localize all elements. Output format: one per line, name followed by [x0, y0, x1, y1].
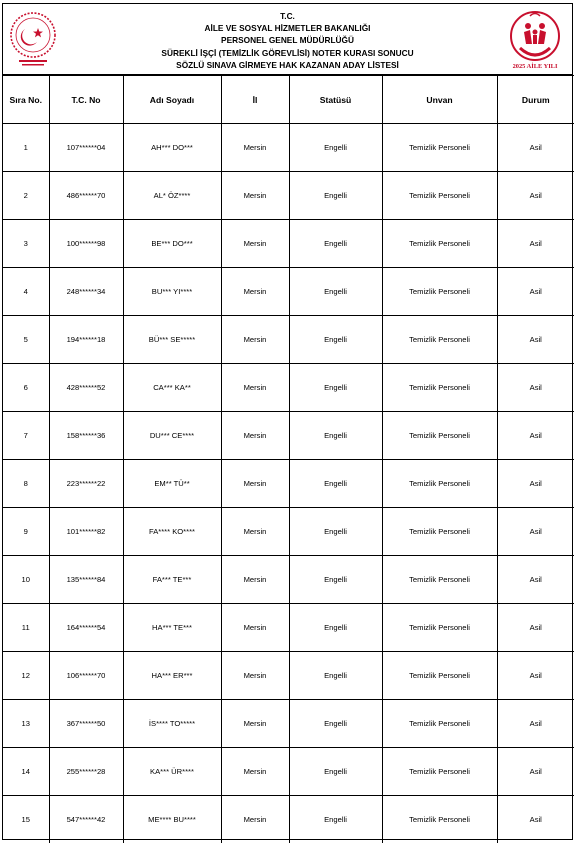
durum-cell: Asil — [497, 172, 574, 220]
name-cell: KA*** ÜR**** — [123, 748, 221, 796]
status-cell: Engelli — [289, 700, 382, 748]
table-row — [3, 652, 574, 700]
unvan-cell: Temizlik Personeli — [382, 604, 497, 652]
unvan-cell: Temizlik Personeli — [382, 700, 497, 748]
table-row — [3, 172, 574, 220]
table-row — [3, 268, 574, 316]
il-cell: Mersin — [221, 124, 289, 172]
sira-no-cell: 11 — [3, 604, 49, 652]
status-cell: Engelli — [289, 796, 382, 843]
tc-no-cell: 100******98 — [49, 220, 123, 268]
durum-cell: Asil — [497, 412, 574, 460]
name-cell: ME**** BU**** — [123, 796, 221, 843]
table-row — [3, 748, 574, 796]
tc-no-cell: 367******50 — [49, 700, 123, 748]
durum-cell: Asil — [497, 508, 574, 556]
document-title-block — [83, 10, 492, 71]
table-row — [3, 460, 574, 508]
il-cell: Mersin — [221, 172, 289, 220]
status-cell: Engelli — [289, 316, 382, 364]
name-cell: BÜ*** SE***** — [123, 316, 221, 364]
unvan-cell: Temizlik Personeli — [382, 172, 497, 220]
tc-no-cell: 486******70 — [49, 172, 123, 220]
il-cell: Mersin — [221, 268, 289, 316]
durum-cell: Asil — [497, 652, 574, 700]
column-header-statusu: Statüsü — [289, 76, 382, 124]
tc-no-cell: 106******70 — [49, 652, 123, 700]
durum-cell: Asil — [497, 316, 574, 364]
sira-no-cell: 3 — [3, 220, 49, 268]
unvan-cell: Temizlik Personeli — [382, 220, 497, 268]
il-cell: Mersin — [221, 220, 289, 268]
durum-cell: Asil — [497, 460, 574, 508]
il-cell: Mersin — [221, 748, 289, 796]
tc-no-cell: 547******42 — [49, 796, 123, 843]
sira-no-cell: 1 — [3, 124, 49, 172]
name-cell: FA*** TE*** — [123, 556, 221, 604]
name-cell: AL* ÖZ**** — [123, 172, 221, 220]
name-cell: AH*** DO*** — [123, 124, 221, 172]
table-row — [3, 604, 574, 652]
il-cell: Mersin — [221, 508, 289, 556]
status-cell: Engelli — [289, 460, 382, 508]
status-cell: Engelli — [289, 124, 382, 172]
column-header-adi-soyadi: Adı Soyadı — [123, 76, 221, 124]
status-cell: Engelli — [289, 268, 382, 316]
status-cell: Engelli — [289, 364, 382, 412]
title-line-2: AİLE VE SOSYAL HİZMETLER BAKANLIĞI — [83, 22, 492, 34]
document-header — [3, 4, 572, 75]
unvan-cell: Temizlik Personeli — [382, 508, 497, 556]
status-cell: Engelli — [289, 556, 382, 604]
name-cell: BU*** YI**** — [123, 268, 221, 316]
status-cell: Engelli — [289, 652, 382, 700]
tc-no-cell: 164******54 — [49, 604, 123, 652]
sira-no-cell: 15 — [3, 796, 49, 843]
title-line-1: T.C. — [83, 10, 492, 22]
table-row — [3, 364, 574, 412]
durum-cell: Asil — [497, 268, 574, 316]
table-row — [3, 316, 574, 364]
il-cell: Mersin — [221, 316, 289, 364]
table-row — [3, 220, 574, 268]
durum-cell: Asil — [497, 364, 574, 412]
table-row — [3, 508, 574, 556]
unvan-cell: Temizlik Personeli — [382, 556, 497, 604]
status-cell: Engelli — [289, 220, 382, 268]
document-sheet — [2, 3, 573, 840]
candidate-table — [3, 75, 574, 843]
il-cell: Mersin — [221, 604, 289, 652]
tc-no-cell: 428******52 — [49, 364, 123, 412]
sira-no-cell: 2 — [3, 172, 49, 220]
title-line-3: PERSONEL GENEL MÜDÜRLÜĞÜ — [83, 34, 492, 46]
name-cell: BE*** DO*** — [123, 220, 221, 268]
unvan-cell: Temizlik Personeli — [382, 412, 497, 460]
status-cell: Engelli — [289, 748, 382, 796]
family-year-caption: 2025 AİLE YILI — [500, 63, 570, 70]
il-cell: Mersin — [221, 364, 289, 412]
durum-cell: Asil — [497, 748, 574, 796]
sira-no-cell: 7 — [3, 412, 49, 460]
il-cell: Mersin — [221, 412, 289, 460]
sira-no-cell: 10 — [3, 556, 49, 604]
unvan-cell: Temizlik Personeli — [382, 460, 497, 508]
il-cell: Mersin — [221, 556, 289, 604]
table-header-row — [3, 76, 574, 124]
tc-no-cell: 101******82 — [49, 508, 123, 556]
table-row — [3, 556, 574, 604]
status-cell: Engelli — [289, 508, 382, 556]
name-cell: DU*** CE**** — [123, 412, 221, 460]
title-line-4: SÜREKLİ İŞÇİ (TEMİZLİK GÖREVLİSİ) NOTER KURASI SONUCU — [83, 47, 492, 59]
il-cell: Mersin — [221, 796, 289, 843]
status-cell: Engelli — [289, 412, 382, 460]
table-row — [3, 412, 574, 460]
durum-cell: Asil — [497, 556, 574, 604]
column-header-il: İl — [221, 76, 289, 124]
sira-no-cell: 6 — [3, 364, 49, 412]
tc-no-cell: 107******04 — [49, 124, 123, 172]
column-header-tc-no: T.C. No — [49, 76, 123, 124]
name-cell: İS**** TO***** — [123, 700, 221, 748]
tc-no-cell: 158******36 — [49, 412, 123, 460]
name-cell: HA*** TE*** — [123, 604, 221, 652]
sira-no-cell: 14 — [3, 748, 49, 796]
durum-cell: Asil — [497, 796, 574, 843]
il-cell: Mersin — [221, 460, 289, 508]
tc-no-cell: 223******22 — [49, 460, 123, 508]
name-cell: HA*** ER*** — [123, 652, 221, 700]
il-cell: Mersin — [221, 700, 289, 748]
unvan-cell: Temizlik Personeli — [382, 796, 497, 843]
sira-no-cell: 12 — [3, 652, 49, 700]
tc-no-cell: 194******18 — [49, 316, 123, 364]
tc-no-cell: 135******84 — [49, 556, 123, 604]
unvan-cell: Temizlik Personeli — [382, 316, 497, 364]
column-header-unvan: Unvan — [382, 76, 497, 124]
tc-no-cell: 248******34 — [49, 268, 123, 316]
status-cell: Engelli — [289, 172, 382, 220]
table-row — [3, 124, 574, 172]
table-body — [3, 124, 574, 843]
durum-cell: Asil — [497, 604, 574, 652]
column-header-durum: Durum — [497, 76, 574, 124]
unvan-cell: Temizlik Personeli — [382, 748, 497, 796]
sira-no-cell: 9 — [3, 508, 49, 556]
unvan-cell: Temizlik Personeli — [382, 652, 497, 700]
status-cell: Engelli — [289, 604, 382, 652]
table-row — [3, 700, 574, 748]
sira-no-cell: 13 — [3, 700, 49, 748]
durum-cell: Asil — [497, 220, 574, 268]
sira-no-cell: 8 — [3, 460, 49, 508]
unvan-cell: Temizlik Personeli — [382, 124, 497, 172]
tc-no-cell: 255******28 — [49, 748, 123, 796]
name-cell: FA**** KO**** — [123, 508, 221, 556]
sira-no-cell: 5 — [3, 316, 49, 364]
il-cell: Mersin — [221, 652, 289, 700]
durum-cell: Asil — [497, 700, 574, 748]
ministry-logo-icon — [7, 8, 59, 70]
title-line-5: SÖZLÜ SINAVA GİRMEYE HAK KAZANAN ADAY LİSTESİ — [83, 59, 492, 71]
sira-no-cell: 4 — [3, 268, 49, 316]
column-header-sira-no: Sıra No. — [3, 76, 49, 124]
durum-cell: Asil — [497, 124, 574, 172]
unvan-cell: Temizlik Personeli — [382, 364, 497, 412]
name-cell: CA*** KA** — [123, 364, 221, 412]
name-cell: EM** TÜ** — [123, 460, 221, 508]
table-row — [3, 796, 574, 843]
unvan-cell: Temizlik Personeli — [382, 268, 497, 316]
